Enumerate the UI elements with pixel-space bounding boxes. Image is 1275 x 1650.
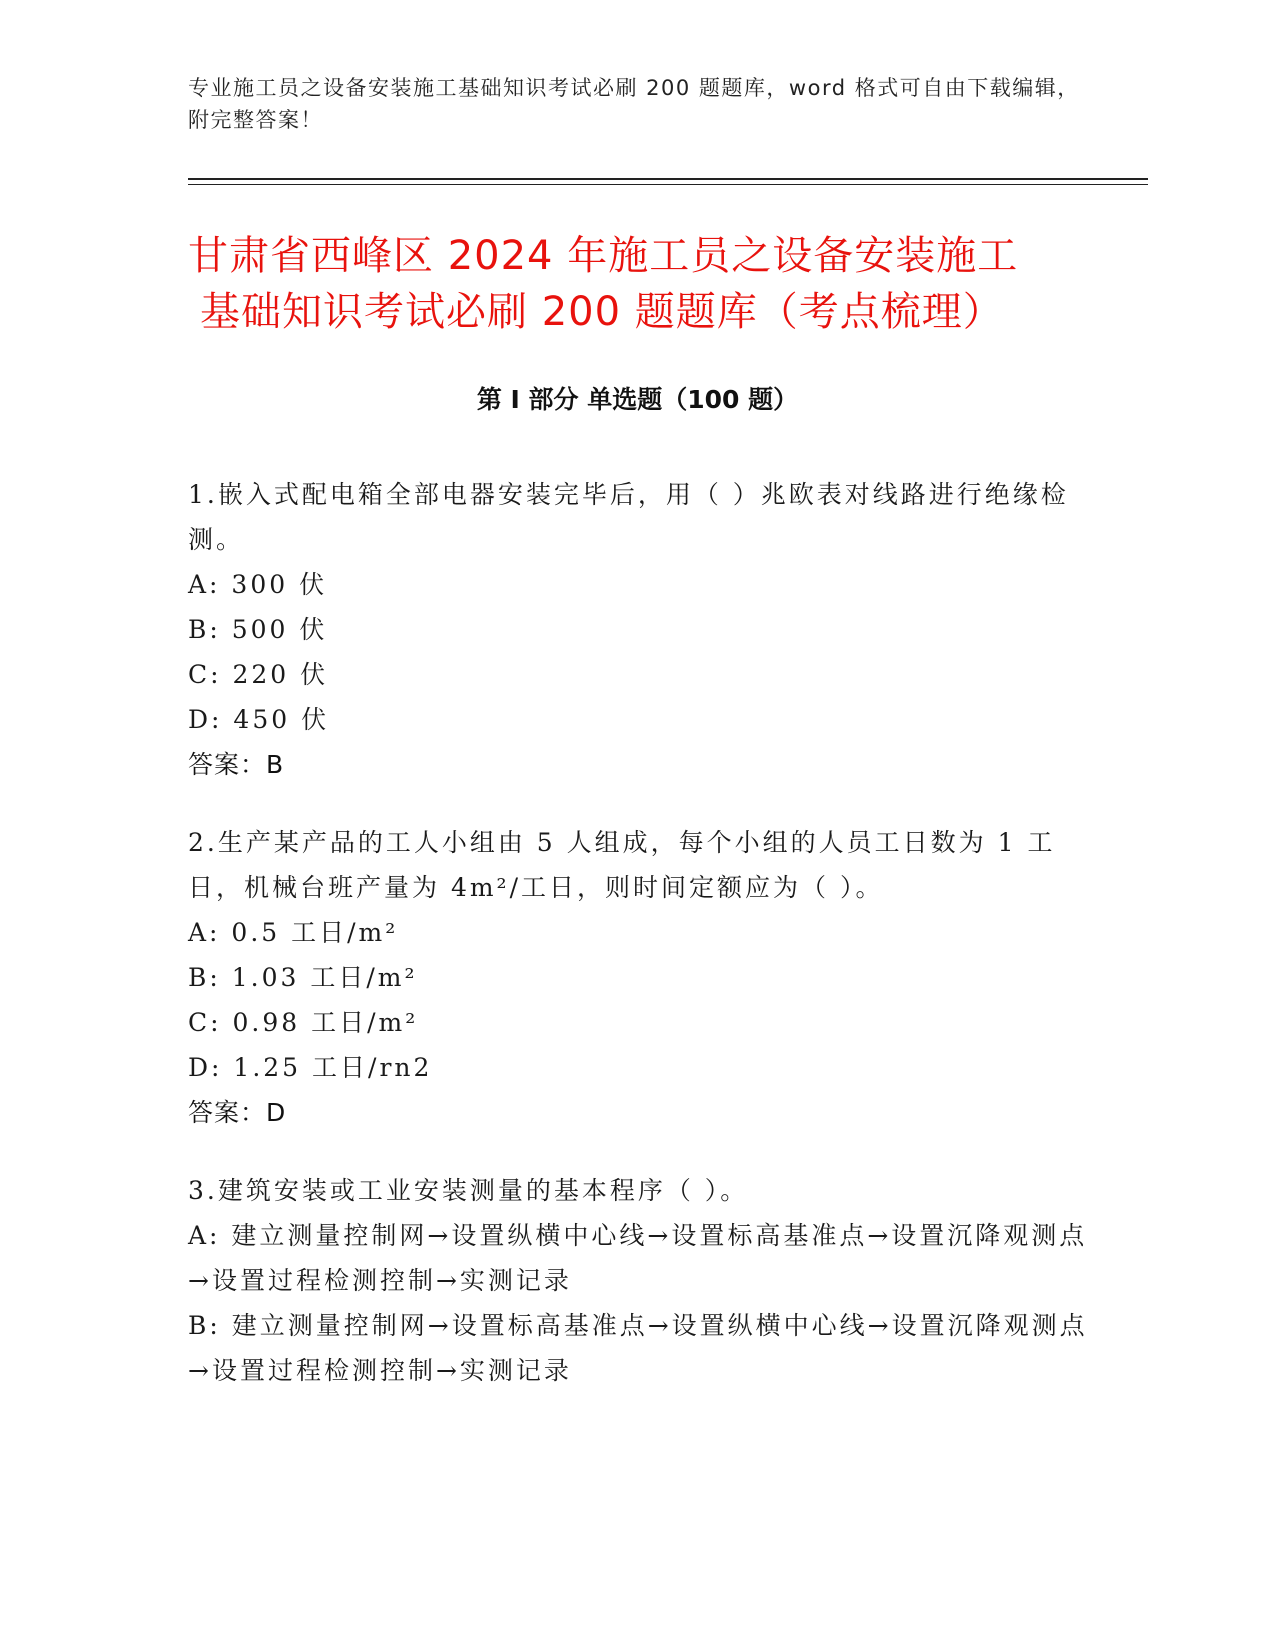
option-d: D: 450 伏 bbox=[188, 705, 330, 734]
option-b: B: 500 伏 bbox=[188, 615, 328, 644]
option-d: D: 1.25 工日/rn2 bbox=[188, 1053, 433, 1082]
question-1 bbox=[188, 472, 1088, 787]
option-c: C: 0.98 工日/m² bbox=[188, 1008, 419, 1037]
question-2 bbox=[188, 820, 1088, 1135]
document-title-line2: 基础知识考试必刷 200 题题库（考点梳理） bbox=[200, 289, 1004, 335]
question-3 bbox=[188, 1168, 1088, 1393]
option-b: B: 1.03 工日/m² bbox=[188, 963, 418, 992]
option-a: A: 建立测量控制网→设置纵横中心线→设置标高基准点→设置沉降观测点→设置过程检测控制→实测记录 bbox=[188, 1221, 1088, 1295]
question-text: 2.生产某产品的工人小组由 5 人组成，每个小组的人员工日数为 1 工日，机械台班产量为 4m²/工日，则时间定额应为（ ）。 bbox=[188, 828, 1056, 902]
document-title bbox=[188, 228, 1088, 340]
question-list bbox=[188, 472, 1088, 1426]
option-a: A: 300 伏 bbox=[188, 570, 328, 599]
section-title: 第 I 部分 单选题（100 题） bbox=[476, 385, 799, 414]
answer: 答案：B bbox=[188, 750, 285, 779]
header-rule-thick bbox=[188, 178, 1148, 180]
header-note: 专业施工员之设备安装施工基础知识考试必刷 200 题题库，word 格式可自由下载编辑，附完整答案！ bbox=[188, 76, 1080, 132]
question-text: 1.嵌入式配电箱全部电器安装完毕后，用（ ）兆欧表对线路进行绝缘检测。 bbox=[188, 480, 1069, 554]
question-text: 3.建筑安装或工业安装测量的基本程序（ ）。 bbox=[188, 1176, 749, 1205]
header-rule-thin bbox=[188, 184, 1148, 185]
document-title-line1: 甘肃省西峰区 2024 年施工员之设备安装施工 bbox=[188, 233, 1019, 279]
option-a: A: 0.5 工日/m² bbox=[188, 918, 399, 947]
answer: 答案：D bbox=[188, 1098, 287, 1127]
option-b: B: 建立测量控制网→设置标高基准点→设置纵横中心线→设置沉降观测点→设置过程检测控制→实测记录 bbox=[188, 1311, 1088, 1385]
option-c: C: 220 伏 bbox=[188, 660, 329, 689]
